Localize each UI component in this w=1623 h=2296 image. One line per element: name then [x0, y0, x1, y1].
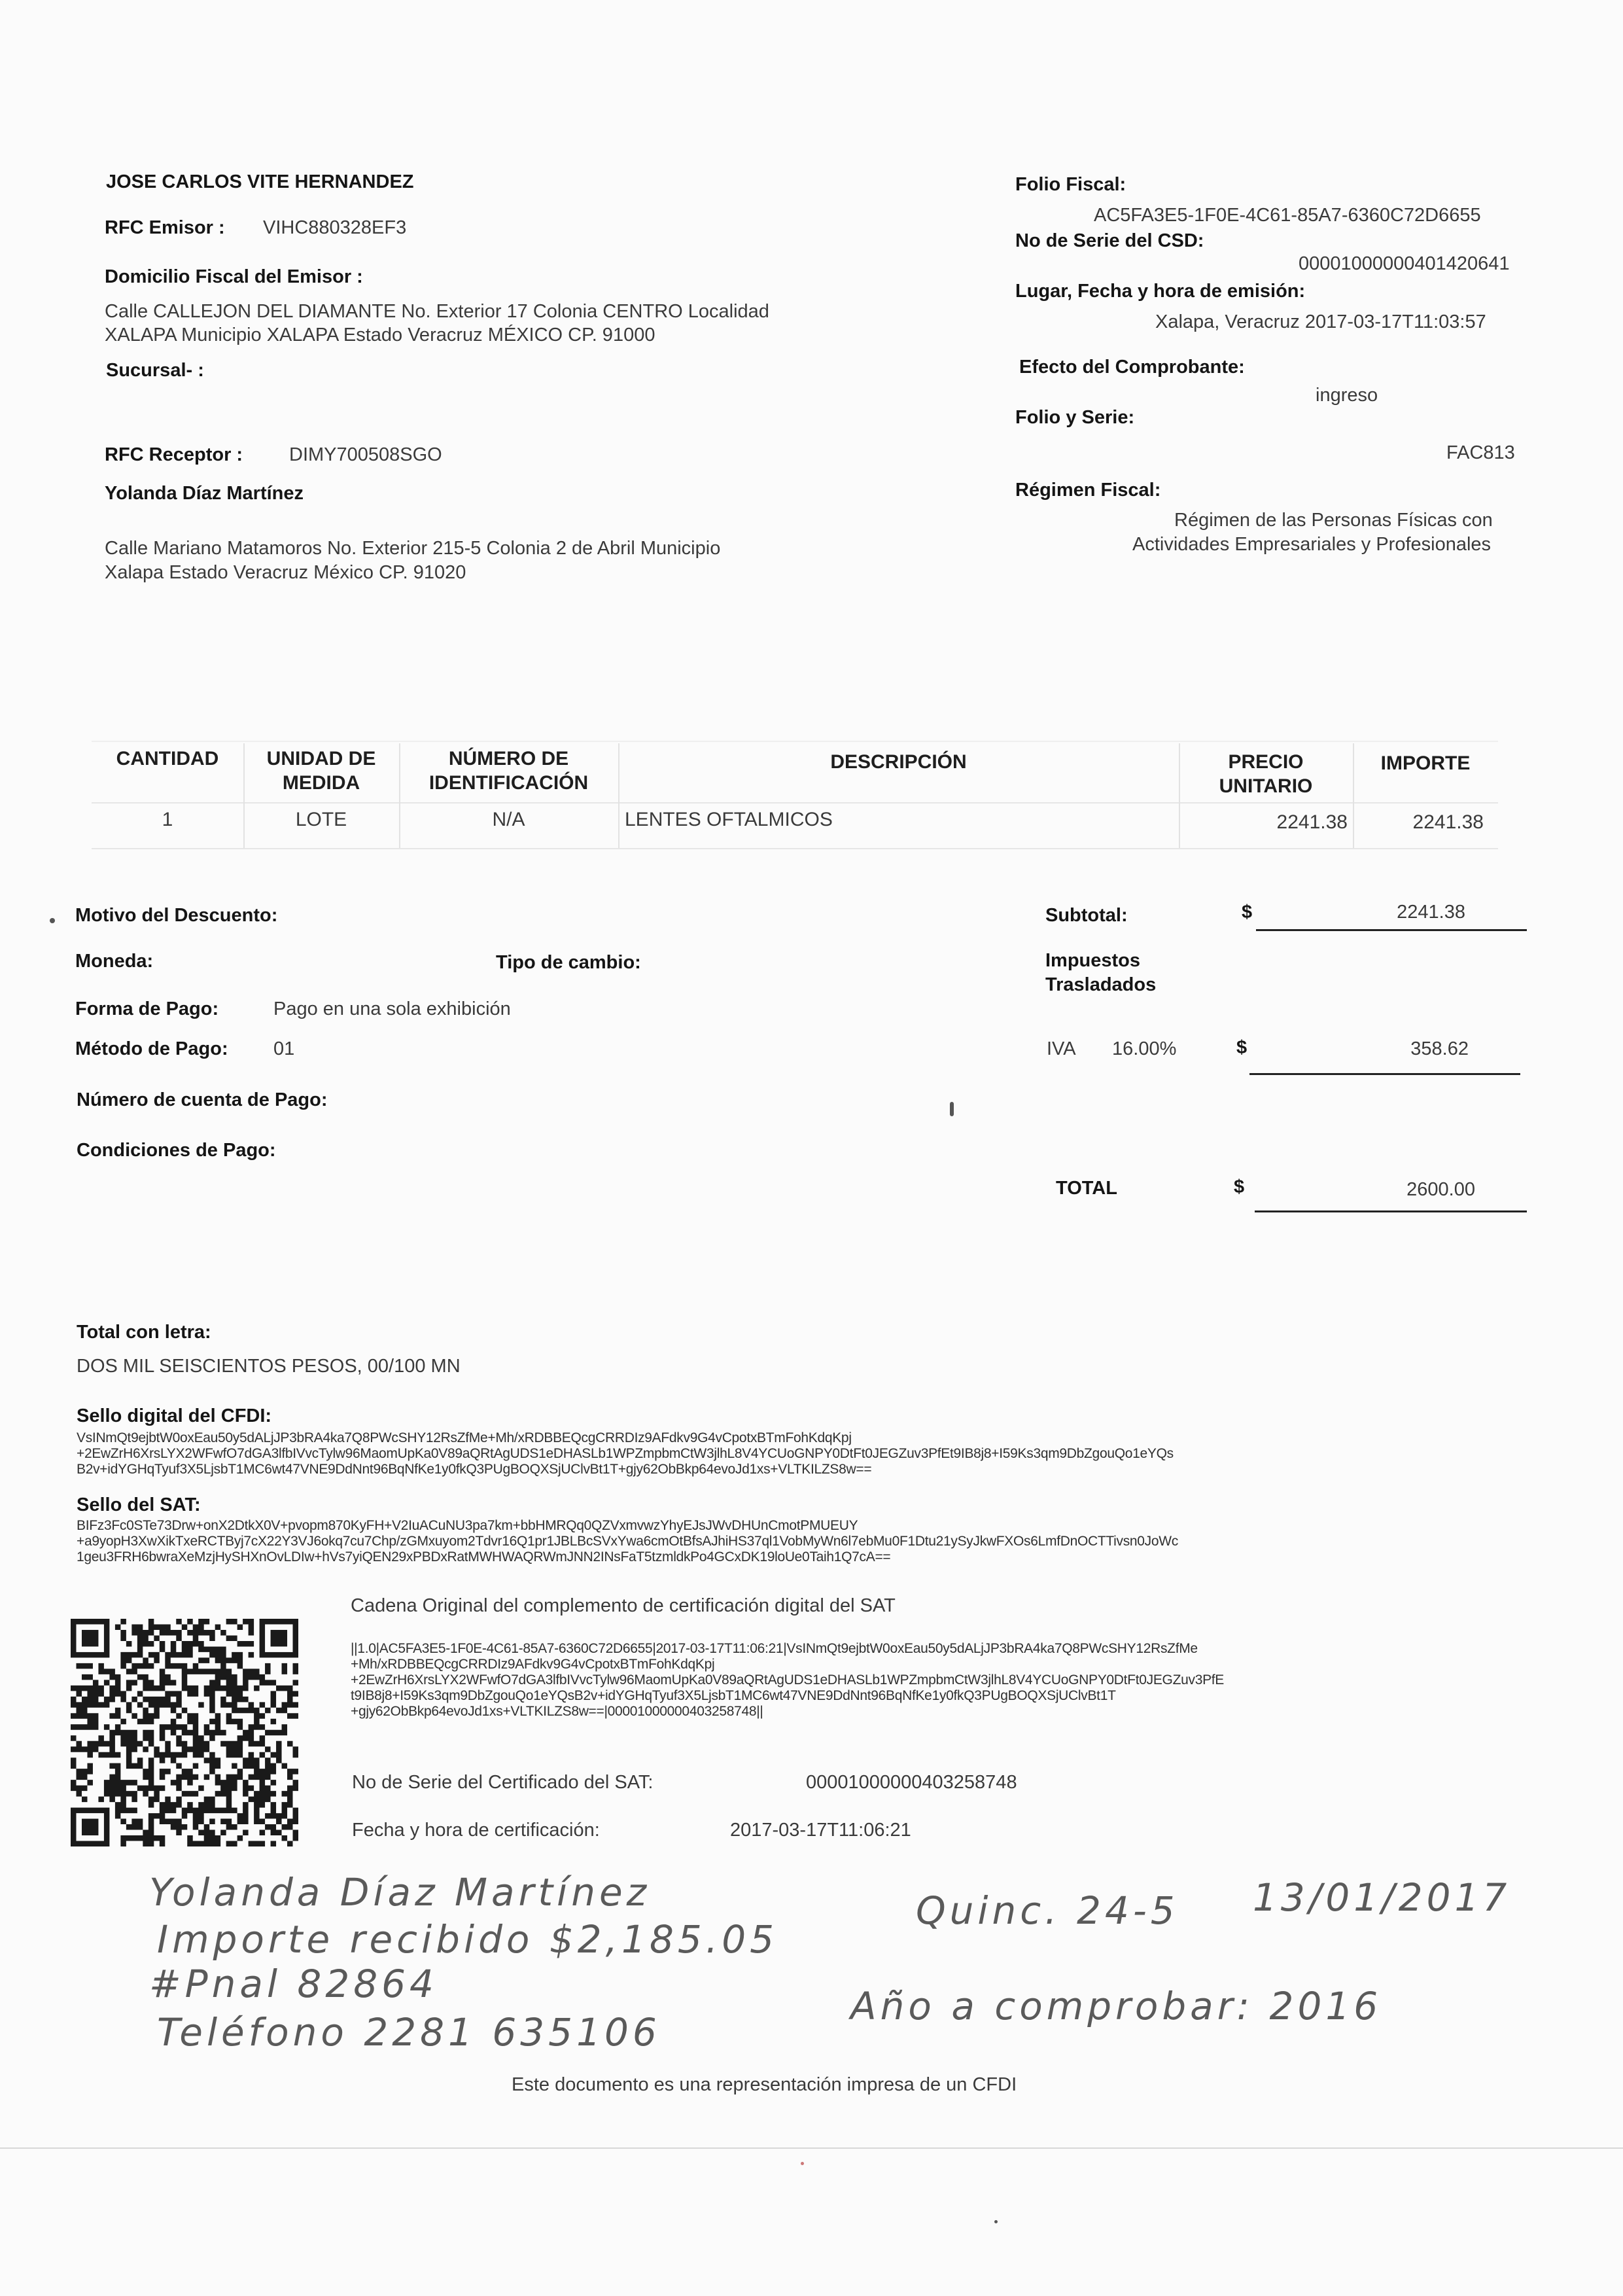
- rfc-emisor-label: RFC Emisor :: [105, 217, 225, 238]
- folio-serie-value: FAC813: [1446, 442, 1515, 463]
- total-letra-value: DOS MIL SEISCIENTOS PESOS, 00/100 MN: [77, 1356, 461, 1377]
- total-value: 2600.00: [1406, 1179, 1475, 1200]
- rfc-emisor-value: VIHC880328EF3: [263, 217, 407, 238]
- certificado-serie-value: 00001000000403258748: [806, 1772, 1017, 1793]
- footer-note: Este documento es una representación impresa de un CFDI: [512, 2074, 1017, 2095]
- iva-currency: $: [1236, 1037, 1248, 1058]
- iva-underline: [1249, 1073, 1520, 1075]
- sello-sat-line2: +a9yopH3XwXikTxeRCTByj7cX22Y3VJ6okq7cu7Chp/zGMxuyom2Tdvr16Q1pr1JBLBcSVxYwa6cmOtBfsAJhiHS37ql1VobMyWn6l7ebMu0F1Dtu21ySyJkwFXOs6LmfDnOCTTivsn0JoWc: [77, 1534, 1178, 1549]
- serie-csd-label: No de Serie del CSD:: [1015, 230, 1204, 251]
- handwritten-date: 13/01/2017: [1253, 1875, 1511, 1920]
- total-underline: [1255, 1210, 1527, 1212]
- table-top-rule: [92, 741, 1498, 742]
- header-unidad-line1: UNIDAD DE: [266, 748, 376, 769]
- metodo-pago-label: Método de Pago:: [75, 1038, 228, 1059]
- sello-sat-line1: BIFz3Fc0STe73Drw+onX2DtkX0V+pvopm870KyFH+V2IuACuNU3pa7km+bbHMRQq0QZVxmvwzYhyEJsJWvDHUnCmotPMUEUY: [77, 1518, 858, 1533]
- handwritten-anio: Año a comprobar: 2016: [850, 1984, 1382, 2028]
- header-importe: IMPORTE: [1380, 752, 1471, 774]
- row-numero: N/A: [492, 809, 525, 830]
- regimen-value-line2: Actividades Empresariales y Profesionales: [1132, 534, 1492, 555]
- impuestos-label-line2: Trasladados: [1045, 974, 1157, 995]
- impuestos-label-line1: Impuestos: [1045, 950, 1141, 971]
- domicilio-receptor-line1: Calle Mariano Matamoros No. Exterior 215-5 Colonia 2 de Abril Municipio: [105, 538, 721, 559]
- iva-value: 358.62: [1410, 1038, 1469, 1059]
- rfc-receptor-label: RFC Receptor :: [105, 444, 243, 465]
- conceptos-table: [92, 741, 1498, 849]
- row-unidad: LOTE: [295, 809, 347, 830]
- lugar-fecha-value: Xalapa, Veracruz 2017-03-17T11:03:57: [1155, 311, 1486, 332]
- forma-pago-label: Forma de Pago:: [75, 998, 219, 1019]
- domicilio-emisor-label: Domicilio Fiscal del Emisor :: [105, 266, 363, 287]
- scan-speck: [801, 2162, 804, 2165]
- handwritten-importe: Importe recibido $2,185.05: [157, 1917, 778, 1962]
- condiciones-pago-label: Condiciones de Pago:: [77, 1140, 276, 1161]
- certificacion-fecha-value: 2017-03-17T11:06:21: [730, 1820, 911, 1841]
- metodo-pago-value: 01: [273, 1038, 295, 1059]
- header-precio-line2: UNITARIO: [1219, 775, 1313, 797]
- moneda-label: Moneda:: [75, 951, 154, 972]
- header-cantidad: CANTIDAD: [116, 748, 219, 769]
- sucursal-label: Sucursal- :: [106, 360, 204, 381]
- sello-sat-label: Sello del SAT:: [77, 1494, 201, 1515]
- subtotal-underline: [1256, 929, 1527, 931]
- subtotal-value: 2241.38: [1397, 902, 1465, 923]
- domicilio-receptor-line2: Xalapa Estado Veracruz México CP. 91020: [105, 562, 466, 583]
- header-numero-line2: IDENTIFICACIÓN: [428, 772, 589, 794]
- header-descripcion: DESCRIPCIÓN: [830, 751, 967, 773]
- receptor-nombre: Yolanda Díaz Martínez: [105, 483, 304, 504]
- sello-cfdi-line2: +2EwZrH6XrsLYX2WFwfO7dGA3lfbIVvcTylw96MaomUpKa0V89aQRtAgUDS1eDHASLb1WPZmpbmCtW3jlhL8V4YCUoGNPY0DtFt0JEGZuv3PfEt9IB8j8+I59Ks3qm9DbZgouQo1eYQs: [77, 1446, 1174, 1461]
- total-letra-label: Total con letra:: [77, 1322, 211, 1343]
- serie-csd-value: 00001000000401420641: [1299, 253, 1510, 274]
- sello-cfdi-label: Sello digital del CFDI:: [77, 1405, 272, 1426]
- regimen-label: Régimen Fiscal:: [1015, 480, 1161, 501]
- folio-serie-label: Folio y Serie:: [1015, 407, 1135, 428]
- qr-code: [71, 1619, 298, 1846]
- cadena-line5: +gjy62ObBkp64evoJd1xs+VLTKILZS8w==|00001000000403258748||: [351, 1704, 763, 1719]
- row-descripcion: LENTES OFTALMICOS: [625, 809, 833, 830]
- subtotal-currency: $: [1242, 902, 1253, 923]
- handwritten-pnal: #Pnal 82864: [149, 1962, 438, 2006]
- handwritten-quincena: Quinc. 24-5: [916, 1888, 1179, 1933]
- tipo-cambio-label: Tipo de cambio:: [496, 952, 641, 973]
- domicilio-emisor-line2: XALAPA Municipio XALAPA Estado Veracruz MÉXICO CP. 91000: [105, 325, 655, 345]
- cadena-line1: ||1.0|AC5FA3E5-1F0E-4C61-85A7-6360C72D6655|2017-03-17T11:06:21|VsINmQt9ejbtW0oxEau50y5dALjJP3bRA4ka7Q8PWcSHY12RsZfMe: [351, 1641, 1198, 1656]
- sello-cfdi-line3: B2v+idYGHqTyuf3X5LjsbT1MC6wt47VNE9DdNnt96BqNfKe1y0fkQ3PUgBOQXSjUClvBt1T+gjy62ObBkp64evoJd1xs+VLTKILZS8w==: [77, 1462, 872, 1477]
- cadena-line3: +2EwZrH6XrsLYX2WFwfO7dGA3lfbIVvcTylw96MaomUpKa0V89aQRtAgUDS1eDHASLb1WPZmpbmCtW3jlhL8V4YCUoGNPY0DtFt0JEGZuv3PfE: [351, 1672, 1225, 1687]
- row-importe: 2241.38: [1412, 811, 1484, 833]
- sello-sat-line3: 1geu3FRH6bwraXeMzjHySHXnOvLDIw+hVs7yiQEN29xPBDxRatMWHWAQRWmJNN2INsFaT5tzmldkPo4GCxDK19loUe0Taih1Q7cA==: [77, 1549, 891, 1564]
- handwritten-telefono: Teléfono 2281 635106: [157, 2010, 661, 2055]
- header-numero-line1: NÚMERO DE: [448, 748, 569, 769]
- motivo-descuento-label: Motivo del Descuento:: [75, 905, 278, 926]
- lugar-fecha-label: Lugar, Fecha y hora de emisión:: [1015, 281, 1306, 302]
- iva-label: IVA: [1047, 1038, 1076, 1059]
- scan-speck: [50, 918, 55, 923]
- domicilio-emisor-line1: Calle CALLEJON DEL DIAMANTE No. Exterior 17 Colonia CENTRO Localidad: [105, 301, 769, 322]
- cadena-line4: t9IB8j8+I59Ks3qm9DbZgouQo1eYQsB2v+idYGHqTyuf3X5LjsbT1MC6wt47VNE9DdNnt96BqNfKe1y0fkQ3PUgBOQXSjUClvBt1T: [351, 1688, 1116, 1703]
- table-bottom-rule: [92, 848, 1498, 849]
- cuenta-pago-label: Número de cuenta de Pago:: [77, 1089, 328, 1110]
- scan-speck: [950, 1102, 954, 1116]
- certificacion-fecha-label: Fecha y hora de certificación:: [352, 1820, 600, 1841]
- total-label: TOTAL: [1056, 1178, 1117, 1199]
- certificado-serie-label: No de Serie del Certificado del SAT:: [352, 1772, 654, 1793]
- cadena-original-title: Cadena Original del complemento de certificación digital del SAT: [351, 1595, 896, 1616]
- regimen-value-line1: Régimen de las Personas Físicas con: [1174, 510, 1493, 531]
- total-currency: $: [1234, 1176, 1245, 1197]
- rfc-receptor-value: DIMY700508SGO: [289, 444, 442, 465]
- efecto-label: Efecto del Comprobante:: [1019, 357, 1245, 378]
- row-precio: 2241.38: [1276, 811, 1348, 833]
- table-header-rule: [92, 802, 1498, 804]
- cadena-line2: +Mh/xRDBBEQcgCRRDIz9AFdkv9G4vCpotxBTmFohKdqKpj: [351, 1657, 715, 1672]
- iva-rate: 16.00%: [1112, 1038, 1177, 1059]
- forma-pago-value: Pago en una sola exhibición: [273, 998, 511, 1019]
- folio-fiscal-value: AC5FA3E5-1F0E-4C61-85A7-6360C72D6655: [1094, 205, 1481, 226]
- header-precio-line1: PRECIO: [1228, 751, 1304, 773]
- sello-cfdi-line1: VsINmQt9ejbtW0oxEau50y5dALjJP3bRA4ka7Q8PWcSHY12RsZfMe+Mh/xRDBBEQcgCRRDIz9AFdkv9G4vCpotxBTmFohKdqKpj: [77, 1430, 852, 1445]
- folio-fiscal-label: Folio Fiscal:: [1015, 174, 1126, 195]
- handwritten-name: Yolanda Díaz Martínez: [149, 1870, 651, 1915]
- scan-speck: [994, 2220, 998, 2223]
- subtotal-label: Subtotal:: [1045, 905, 1128, 926]
- row-cantidad: 1: [162, 809, 173, 830]
- efecto-value: ingreso: [1316, 385, 1378, 406]
- emisor-nombre: JOSE CARLOS VITE HERNANDEZ: [106, 171, 414, 192]
- scan-edge-line: [0, 2147, 1623, 2149]
- header-unidad-line2: MEDIDA: [282, 772, 360, 794]
